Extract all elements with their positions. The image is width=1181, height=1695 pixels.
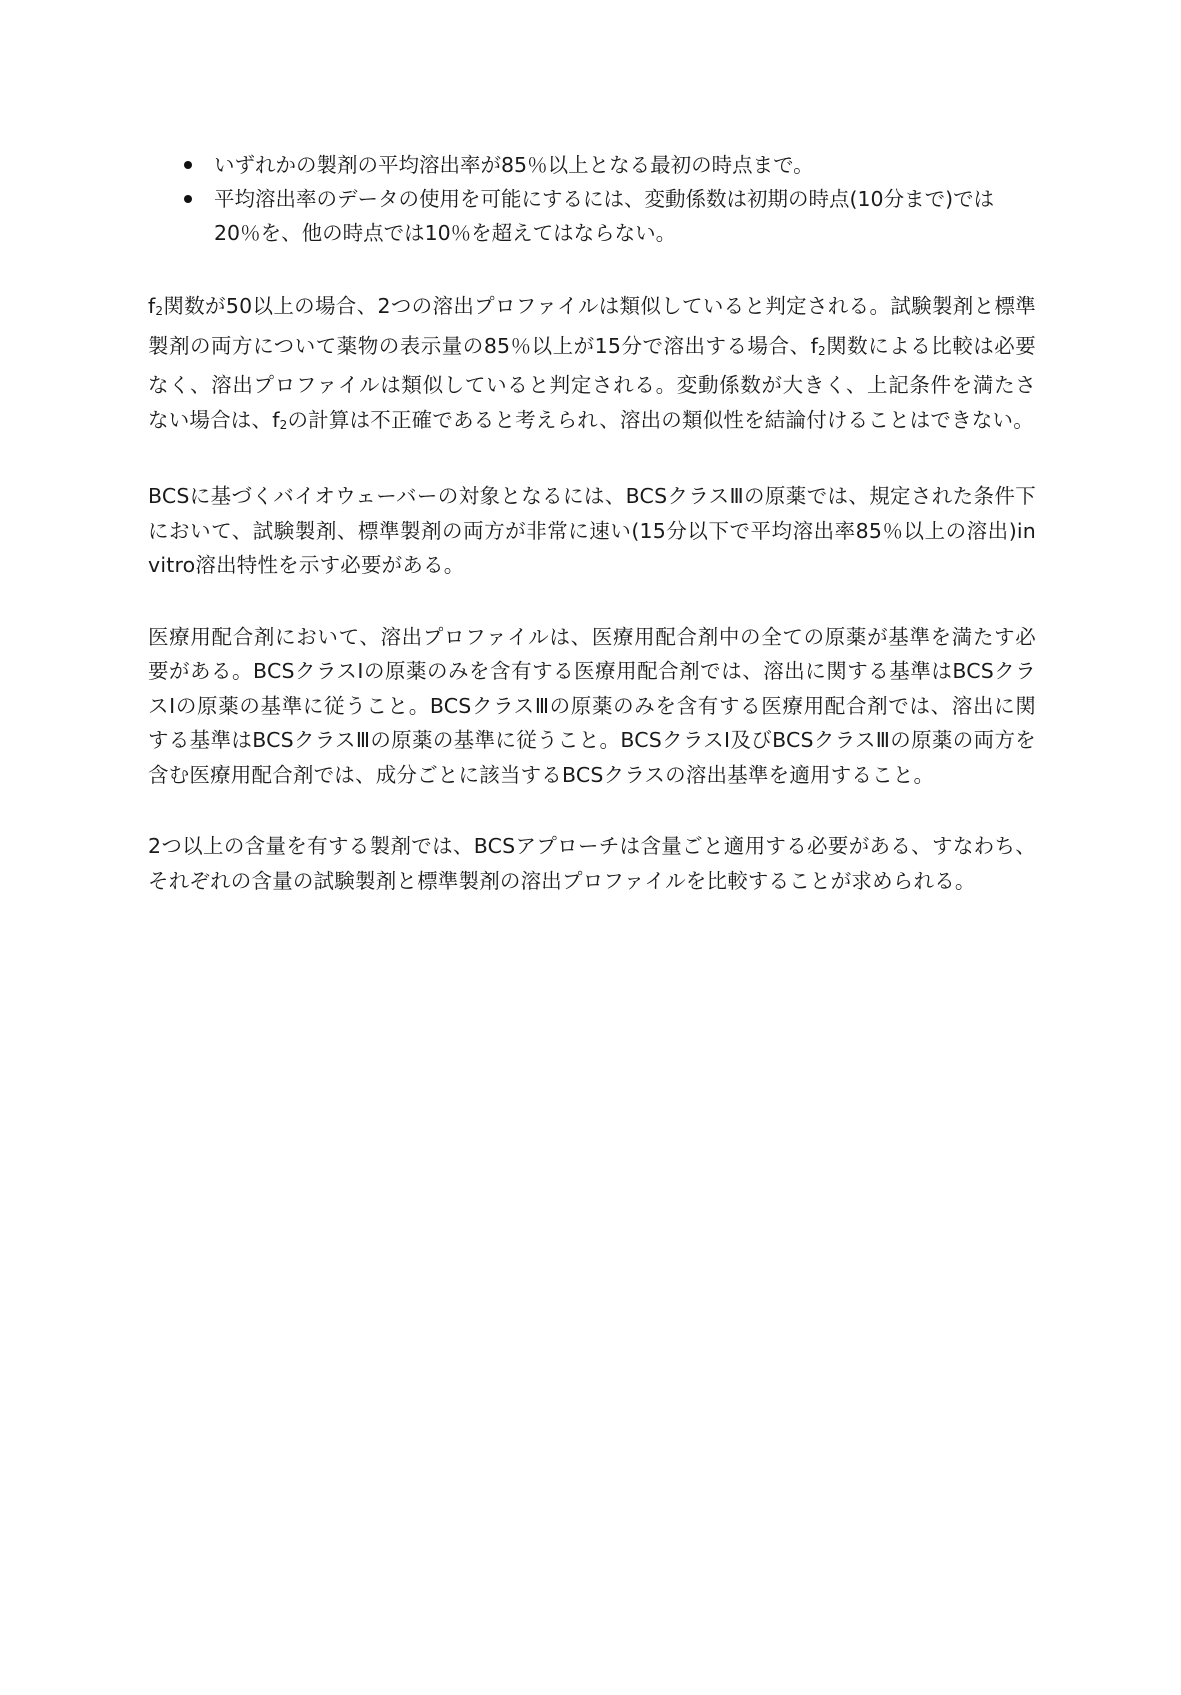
bullet-item	[148, 148, 1036, 182]
bullet-list	[148, 148, 1036, 250]
text-segment: f	[148, 294, 156, 318]
subscript: 2	[155, 304, 164, 318]
bullet-dot-icon	[184, 195, 192, 203]
bullet-dot-icon	[184, 161, 192, 169]
paragraph-bcs-class3: BCSに基づくバイオウェーバーの対象となるには、BCSクラスⅢの原薬では、規定された条件下において、試験製剤、標準製剤の両方が非常に速い(15分以下で平均溶出率85％以上の溶出)in vitro溶出特性を示す必要がある。	[148, 484, 1036, 577]
paragraph-combination-products: 医療用配合剤において、溶出プロファイルは、医療用配合剤中の全ての原薬が基準を満たす必要がある。BCSクラスⅠの原薬のみを含有する医療用配合剤では、溶出に関する基準はBCSクラスⅠの原薬の基準に従うこと。BCSクラスⅢの原薬のみを含有する医療用配合剤では、溶出に関する基準はBCSクラスⅢの原薬の基準に従うこと。BCSクラスⅠ及びBCSクラスⅢの原薬の両方を含む医療用配合剤では、成分ごとに該当するBCSクラスの溶出基準を適用すること。	[148, 624, 1036, 787]
paragraph-f2-similarity	[148, 289, 1036, 442]
subscript: 2	[279, 417, 288, 432]
bullet-text: いずれかの製剤の平均溶出率が85％以上となる最初の時点まで。	[214, 153, 814, 177]
text-segment: 関数が50以上の場合、2つの溶出プロファイルは類似していると判定される。試験製剤と標準製剤の両方について薬物の表示量の85％以上が15分で溶出する場合、f	[148, 294, 1036, 358]
document-page	[148, 148, 1036, 935]
paragraph-multiple-strengths: 2つ以上の含量を有する製剤では、BCSアプローチは含量ごと適用する必要がある、すなわち、それぞれの含量の試験製剤と標準製剤の溶出プロファイルを比較することが求められる。	[148, 834, 1036, 893]
subscript: 2	[818, 343, 826, 358]
bullet-text: 平均溶出率のデータの使用を可能にするには、変動係数は初期の時点(10分まで)では20％を、他の時点では10％を超えてはならない。	[214, 187, 995, 245]
text-segment: 関数による比較は必要なく、溶出プロファイルは類似していると判定される。変動係数が大きく、上記条件を満たさない場合は、f	[148, 333, 1036, 432]
text-segment: の計算は不正確であると考えられ、溶出の類似性を結論付けることはできない。	[287, 407, 1034, 432]
bullet-item	[148, 182, 1036, 250]
